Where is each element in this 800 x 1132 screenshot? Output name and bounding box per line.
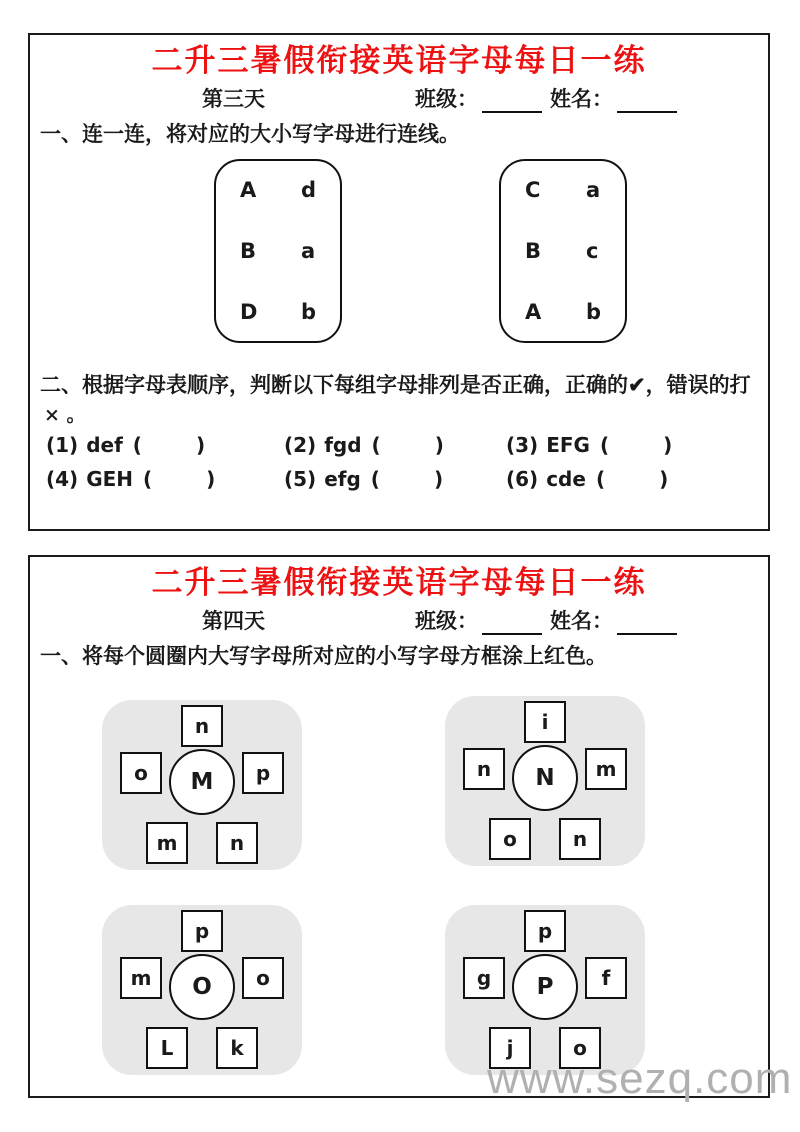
- class-name-fields: [415, 83, 685, 113]
- class-blank: [482, 612, 542, 635]
- item-number: (4): [46, 467, 79, 491]
- section2-heading-line1: 二、根据字母表顺序，判断以下每组字母排列是否正确，正确的✔，错误的打: [40, 372, 751, 397]
- letter-box-left: g: [463, 957, 505, 999]
- letter-box-bottom-left: o: [489, 818, 531, 860]
- letter-box-bottom-left: m: [146, 822, 188, 864]
- match-letter: C: [525, 178, 541, 202]
- judge-item-6: [506, 467, 768, 491]
- page-title: 二升三暑假衔接英语字母每日一练: [151, 43, 647, 79]
- match-letter: a: [300, 239, 316, 263]
- uppercase-circle: O: [169, 954, 235, 1020]
- item-number: (3): [506, 433, 539, 457]
- match-letter: c: [585, 239, 599, 263]
- letter-box-bottom-right: n: [559, 818, 601, 860]
- section1-heading: 一、连一连，将对应的大小写字母进行连线。: [40, 121, 460, 146]
- paren-close: ): [195, 433, 206, 457]
- answer-blank: [371, 467, 443, 491]
- letter-box-top: p: [524, 910, 566, 952]
- item-letters: EFG: [546, 433, 590, 457]
- paren-close: ): [433, 467, 444, 491]
- judge-items: [30, 427, 768, 491]
- item-number: (2): [284, 433, 317, 457]
- paren-close: ): [659, 467, 669, 491]
- judge-item-5: [284, 467, 506, 491]
- match-letter: B: [525, 239, 542, 263]
- day-label: 第四天: [202, 608, 265, 633]
- name-label: 姓名：: [550, 608, 613, 633]
- item-number: (5): [284, 467, 317, 491]
- match-letter: D: [240, 300, 258, 324]
- cluster-N: [445, 696, 645, 866]
- item-letters: def: [86, 433, 123, 457]
- judge-item-1: [46, 433, 284, 457]
- paren-open: (: [595, 467, 606, 491]
- paren-close: ): [434, 433, 444, 457]
- letter-box-right: m: [585, 748, 627, 790]
- uppercase-circle: P: [512, 954, 578, 1020]
- letter-box-right: p: [242, 752, 284, 794]
- match-letter: B: [240, 239, 257, 263]
- lowercase-column: [301, 178, 316, 324]
- cluster-M: [102, 700, 302, 870]
- match-letter: b: [300, 300, 316, 324]
- letter-box-top: n: [181, 705, 223, 747]
- page-title: 二升三暑假衔接英语字母每日一练: [151, 565, 647, 601]
- answer-blank: [372, 433, 444, 457]
- letter-box-bottom-right: k: [216, 1027, 258, 1069]
- letter-box-left: m: [120, 957, 162, 999]
- letter-box-top: p: [181, 910, 223, 952]
- letter-box-bottom-right: n: [216, 822, 258, 864]
- uppercase-column: [240, 178, 257, 324]
- item-letters: GEH: [86, 467, 134, 491]
- day-label: 第三天: [202, 86, 265, 111]
- class-label: 班级：: [415, 86, 478, 111]
- paren-open: (: [370, 467, 380, 491]
- paren-close: ): [663, 433, 673, 457]
- name-blank: [617, 90, 677, 113]
- match-letter: d: [300, 178, 316, 202]
- letter-box-bottom-right: o: [559, 1027, 601, 1069]
- cluster-P: [445, 905, 645, 1075]
- letter-box-bottom-left: j: [489, 1027, 531, 1069]
- answer-blank: [133, 433, 205, 457]
- header-row: [30, 605, 768, 637]
- item-number: (6): [506, 467, 539, 491]
- uppercase-circle: M: [169, 749, 235, 815]
- uppercase-circle: N: [512, 745, 578, 811]
- uppercase-column: [525, 178, 541, 324]
- item-number: (1): [46, 433, 79, 457]
- answer-blank: [596, 467, 668, 491]
- letter-box-top: i: [524, 701, 566, 743]
- answer-blank: [600, 433, 672, 457]
- name-blank: [617, 612, 677, 635]
- item-letters: fgd: [324, 433, 362, 457]
- site-watermark: www.sezq.com: [487, 1054, 793, 1103]
- name-label: 姓名：: [550, 86, 613, 111]
- match-letter: A: [240, 178, 257, 202]
- paren-close: ): [206, 467, 216, 491]
- judge-item-4: [46, 467, 284, 491]
- match-letter: a: [585, 178, 601, 202]
- header-row: [30, 83, 768, 115]
- section2: [30, 371, 768, 427]
- paren-open: (: [143, 467, 153, 491]
- paren-open: (: [132, 433, 142, 457]
- match-letter: A: [525, 300, 542, 324]
- answer-blank: [143, 467, 215, 491]
- judge-item-2: [284, 433, 506, 457]
- worksheet-page-day3: [28, 33, 770, 531]
- match-box-1: [214, 159, 342, 343]
- class-name-fields: [415, 605, 685, 635]
- judge-item-3: [506, 433, 768, 457]
- lowercase-column: [586, 178, 601, 324]
- paren-open: (: [371, 433, 381, 457]
- match-letter: b: [585, 300, 601, 324]
- item-letters: efg: [324, 467, 361, 491]
- letter-box-bottom-left: L: [146, 1027, 188, 1069]
- cluster-O: [102, 905, 302, 1075]
- matching-area: [30, 159, 768, 357]
- paren-open: (: [599, 433, 610, 457]
- section2-heading-line2: × 。: [44, 404, 86, 426]
- class-label: 班级：: [415, 608, 478, 633]
- letter-box-left: o: [120, 752, 162, 794]
- letter-box-left: n: [463, 748, 505, 790]
- match-box-2: [499, 159, 627, 343]
- section1-heading: 一、将每个圆圈内大写字母所对应的小写字母方框涂上红色。: [40, 643, 607, 668]
- letter-box-right: f: [585, 957, 627, 999]
- worksheet-page-day4: [28, 555, 770, 1098]
- letter-box-right: o: [242, 957, 284, 999]
- item-letters: cde: [546, 467, 586, 491]
- class-blank: [482, 90, 542, 113]
